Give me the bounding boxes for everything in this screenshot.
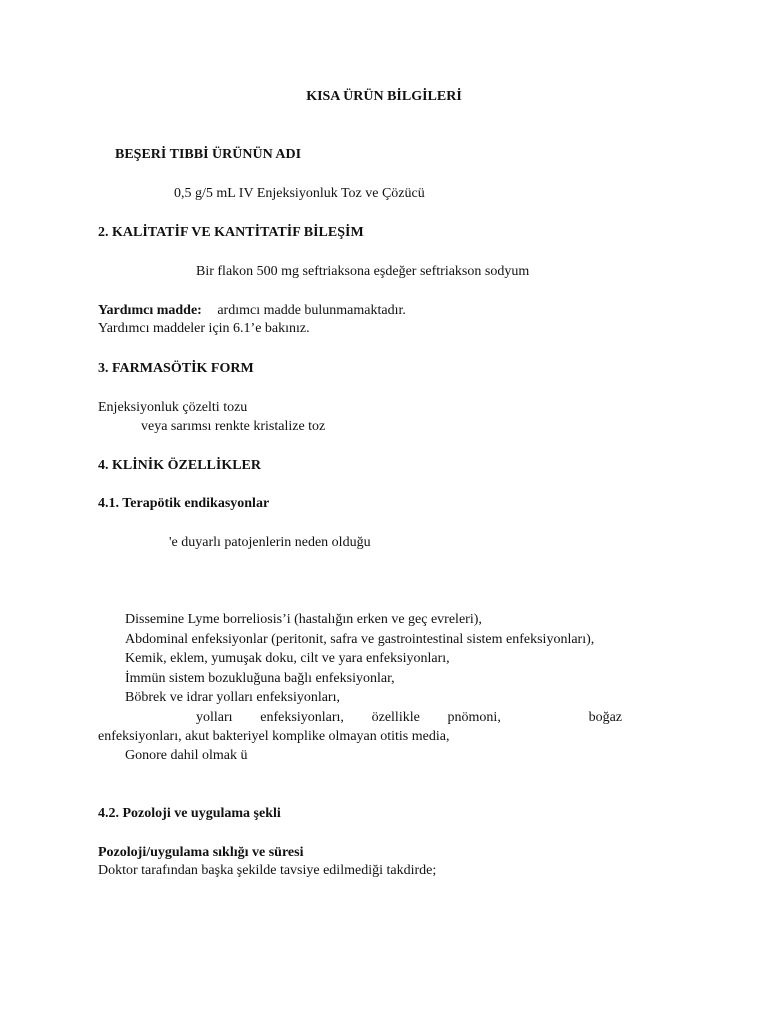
justified-word: yolları — [196, 710, 233, 725]
excipient-value: ardımcı madde bulunmamaktadır. — [217, 303, 406, 318]
section-3-heading: 3. FARMASÖTİK FORM — [98, 361, 254, 376]
excipient-label: Yardımcı madde: — [98, 303, 202, 318]
excipient-reference: Yardımcı maddeler için 6.1’e bakınız. — [98, 321, 310, 336]
form-line-1: Enjeksiyonluk çözelti tozu — [98, 400, 248, 415]
section-1-heading: BEŞERİ TIBBİ ÜRÜNÜN ADI — [115, 147, 302, 162]
product-name-line: 0,5 g/5 mL IV Enjeksiyonluk Toz ve Çözücü — [174, 186, 425, 201]
excipient-line — [98, 302, 406, 319]
indication-item: Gonore dahil olmak ü — [125, 748, 248, 763]
indication-item: Dissemine Lyme borreliosis’i (hastalığın erken ve geç evreleri), — [125, 612, 482, 627]
justified-word: özellikle — [371, 710, 420, 725]
posology-heading: Pozoloji/uygulama sıklığı ve süresi — [98, 845, 304, 860]
justified-word: pnömoni, — [447, 710, 501, 725]
section-4-heading: 4. KLİNİK ÖZELLİKLER — [98, 458, 261, 473]
subsection-4-1-heading: 4.1. Terapötik endikasyonlar — [98, 496, 270, 511]
form-line-2: veya sarımsı renkte kristalize toz — [141, 419, 326, 434]
indications-intro: 'e duyarlı patojenlerin neden olduğu — [169, 535, 371, 550]
indication-item: İmmün sistem bozukluğuna bağlı enfeksiyonlar, — [125, 671, 395, 686]
document-title: KISA ÜRÜN BİLGİLERİ — [306, 89, 462, 104]
subsection-4-2-heading: 4.2. Pozoloji ve uygulama şekli — [98, 806, 281, 821]
justified-word: boğaz — [588, 710, 622, 725]
respiratory-continuation: enfeksiyonları, akut bakteriyel komplike olmayan otitis media, — [98, 729, 450, 744]
section-2-heading: 2. KALİTATİF VE KANTİTATİF BİLEŞİM — [98, 225, 364, 240]
respiratory-indication-line — [196, 709, 622, 726]
justified-word: enfeksiyonları, — [260, 710, 344, 725]
indication-item: Kemik, eklem, yumuşak doku, cilt ve yara enfeksiyonları, — [125, 651, 450, 666]
posology-text: Doktor tarafından başka şekilde tavsiye edilmediği takdirde; — [98, 863, 437, 878]
composition-line: Bir flakon 500 mg seftriaksona eşdeğer seftriakson sodyum — [196, 264, 530, 279]
indication-item: Böbrek ve idrar yolları enfeksiyonları, — [125, 690, 340, 705]
indication-item: Abdominal enfeksiyonlar (peritonit, safra ve gastrointestinal sistem enfeksiyonları), — [125, 632, 595, 647]
